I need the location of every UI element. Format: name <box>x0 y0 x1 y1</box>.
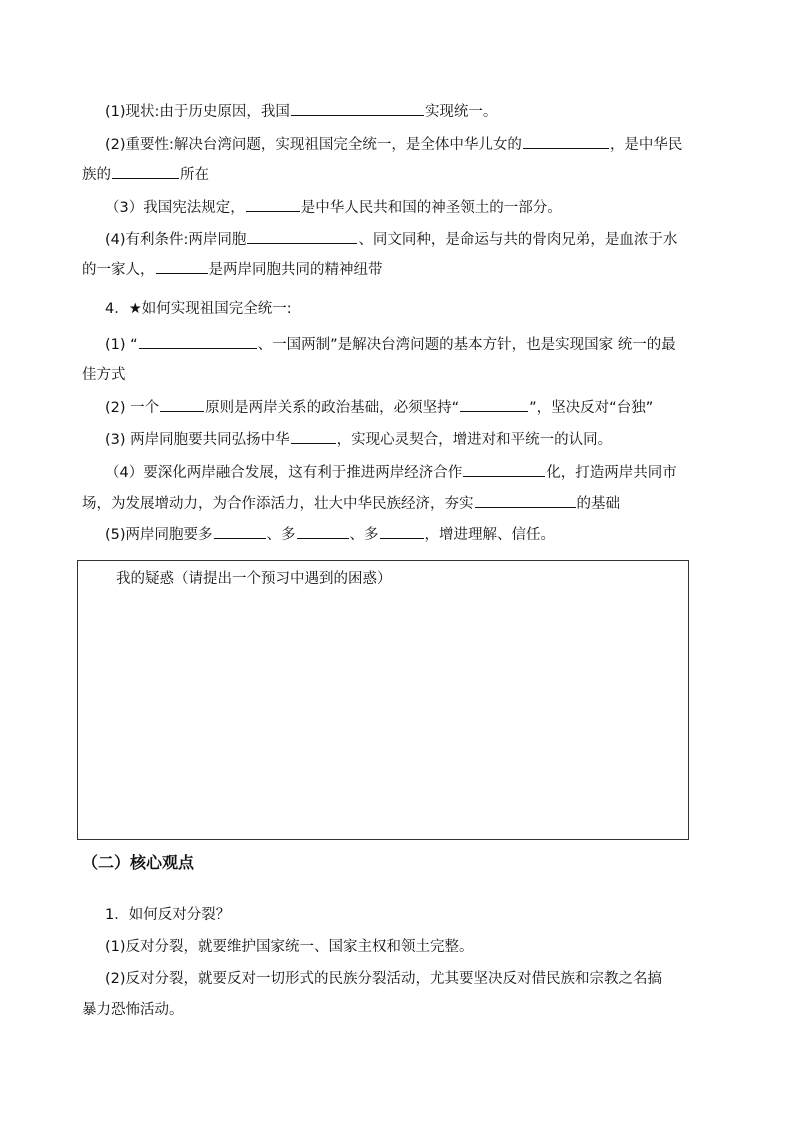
question-box-title: 我的疑惑（请提出一个预习中遇到的困惑） <box>116 571 392 587</box>
fill-blank[interactable] <box>380 524 424 539</box>
text: 的基础 <box>576 496 620 512</box>
question-box[interactable] <box>77 560 689 840</box>
fill-blank[interactable] <box>247 229 357 244</box>
fill-blank[interactable] <box>475 493 576 508</box>
fill-blank[interactable] <box>460 397 528 412</box>
paragraph-constitution <box>105 197 562 218</box>
text: (3) 两岸同胞要共同弘扬中华 <box>105 432 290 448</box>
text: (2)重要性:解决台湾问题，实现祖国完全统一，是全体中华儿女的 <box>105 137 522 153</box>
fill-blank[interactable] <box>523 134 609 149</box>
text: 、多 <box>349 527 379 543</box>
text: 的一家人， <box>82 262 155 278</box>
text: 是中华人民共和国的神圣领土的一部分。 <box>300 200 562 216</box>
core-point-2-cont: 暴力恐怖活动。 <box>82 1002 184 1018</box>
text: 原则是两岸关系的政治基础，必须坚持“ <box>205 400 460 416</box>
paragraph-exchange <box>105 524 555 545</box>
text: （4）要深化两岸融合发展，这有利于推进两岸经济合作 <box>105 465 463 481</box>
text: 实现统一。 <box>424 104 498 120</box>
paragraph-principle <box>105 397 653 418</box>
text: (1)现状:由于历史原因，我国 <box>105 104 290 120</box>
fill-blank[interactable] <box>160 397 204 412</box>
question-heading: 4．★如何实现祖国完全统一: <box>105 301 292 317</box>
text: ，增进理解、信任。 <box>424 527 556 543</box>
fill-blank[interactable] <box>156 259 208 274</box>
text: 所在 <box>180 167 209 183</box>
fill-blank[interactable] <box>291 101 424 116</box>
text: 场，为发展增动力，为合作添活力，壮大中华民族经济，夯实 <box>82 496 474 512</box>
fill-blank[interactable] <box>297 524 349 539</box>
text: 化，打造两岸共同市 <box>546 465 677 481</box>
core-point-2: (2)反对分裂，就要反对一切形式的民族分裂活动，尤其要坚决反对借民族和宗教之名搞 <box>105 971 663 987</box>
text: 、同文同种，是命运与共的骨肉兄弟，是血浓于水 <box>358 232 678 248</box>
paragraph-importance <box>105 134 682 155</box>
section-title: （二）核心观点 <box>82 853 195 872</box>
fill-blank[interactable] <box>112 164 179 179</box>
paragraph-integration-cont <box>82 493 620 514</box>
fill-blank[interactable] <box>291 429 336 444</box>
paragraph-conditions-cont <box>82 259 383 280</box>
text: (4)有利条件:两岸同胞 <box>105 232 247 248</box>
text: 是两岸同胞共同的精神纽带 <box>208 262 383 278</box>
text: 、一国两制”是解决台湾问题的基本方针，也是实现国家 统一的最 <box>257 337 676 353</box>
text: (2) 一个 <box>105 400 160 416</box>
text: ”，坚决反对“台独” <box>529 400 654 416</box>
paragraph-integration <box>105 462 677 483</box>
fill-blank[interactable] <box>463 462 545 477</box>
paragraph-importance-cont <box>82 164 209 185</box>
text: 族的 <box>82 167 111 183</box>
fill-blank[interactable] <box>139 334 257 349</box>
fill-blank[interactable] <box>214 524 266 539</box>
text: （3）我国宪法规定， <box>105 200 245 216</box>
text: (5)两岸同胞要多 <box>105 527 213 543</box>
paragraph-status <box>105 101 497 122</box>
core-question: 1．如何反对分裂？ <box>105 907 231 923</box>
core-point-1: (1)反对分裂，就要维护国家统一、国家主权和领土完整。 <box>105 939 474 955</box>
text: 、多 <box>266 527 296 543</box>
text: ，是中华民 <box>609 137 683 153</box>
paragraph-policy-cont: 佳方式 <box>82 367 126 383</box>
paragraph-policy <box>105 334 676 355</box>
text: ，实现心灵契合，增进对和平统一的认同。 <box>336 432 613 448</box>
fill-blank[interactable] <box>246 197 300 212</box>
paragraph-culture <box>105 429 612 450</box>
text: (1) “ <box>105 337 138 353</box>
paragraph-conditions <box>105 229 677 250</box>
